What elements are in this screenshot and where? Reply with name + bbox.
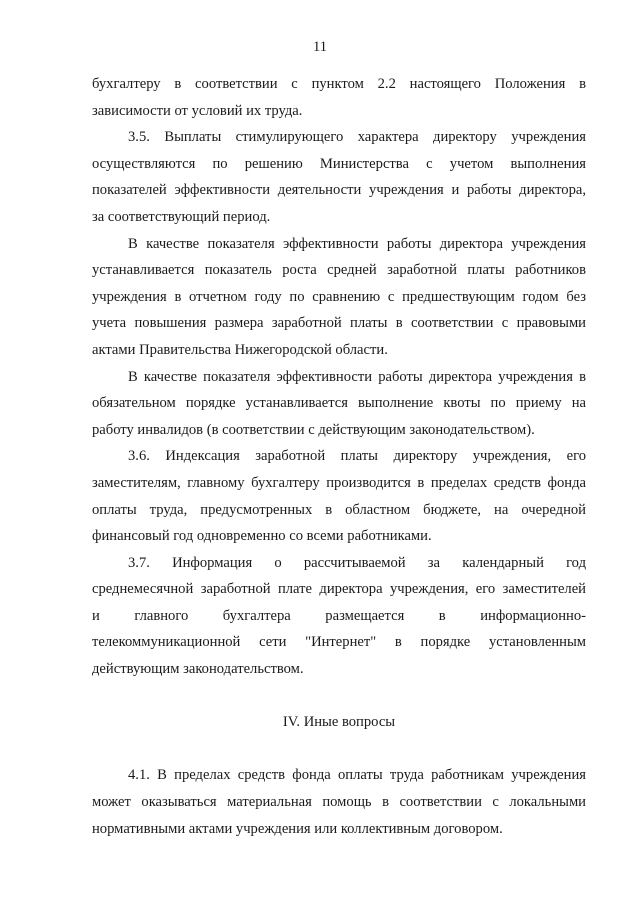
text-line: нормативными актами учреждения или коллективным договором. <box>92 820 503 837</box>
paragraph <box>92 762 586 842</box>
text-line: 3.5. Выплаты стимулирующего характера директору учреждения <box>128 129 586 146</box>
paragraph <box>92 71 586 124</box>
text-line: В качестве показателя эффективности работы директора учреждения <box>128 235 586 252</box>
text-line: действующим законодательством. <box>92 661 304 678</box>
text-line: может оказываться материальная помощь в соответствии с локальными <box>92 794 586 811</box>
text-line: 3.6. Индексация заработной платы директору учреждения, его <box>128 448 586 465</box>
spacer <box>92 736 586 763</box>
text-line: телекоммуникационной сети "Интернет" в порядке установленным <box>92 634 586 651</box>
text-line: зависимости от условий их труда. <box>92 102 303 119</box>
text-line: заместителям, главному бухгалтеру производится в пределах средств фонда <box>92 474 586 491</box>
text-line: 3.7. Информация о рассчитываемой за календарный год <box>128 554 586 571</box>
document-body <box>92 71 586 842</box>
paragraph <box>92 443 586 549</box>
text-line: и главного бухгалтера размещается в информационно- <box>92 607 586 624</box>
spacer <box>92 683 586 710</box>
paragraph <box>92 231 586 364</box>
text-line: учреждения в отчетном году по сравнению с предшествующим годом без <box>92 288 586 305</box>
text-line: В качестве показателя эффективности работы директора учреждения в <box>128 368 586 385</box>
text-line: актами Правительства Нижегородской области. <box>92 341 388 358</box>
text-line: 4.1. В пределах средств фонда оплаты труда работникам учреждения <box>128 767 586 784</box>
text-line: среднемесячной заработной плате директора учреждения, его заместителей <box>92 581 586 598</box>
text-line: за соответствующий период. <box>92 208 271 225</box>
text-line: обязательном порядке устанавливается выполнение квоты по приему на <box>92 395 586 412</box>
page-number: 11 <box>313 39 327 55</box>
text-line: показателей эффективности деятельности учреждения и работы директора, <box>92 182 586 199</box>
text-line: оплаты труда, предусмотренных в областном бюджете, на очередной <box>92 501 586 518</box>
text-line: бухгалтеру в соответствии с пунктом 2.2 настоящего Положения в <box>92 76 586 92</box>
paragraph <box>92 550 586 683</box>
text-line: финансовый год одновременно со всеми работниками. <box>92 528 432 545</box>
paragraph <box>92 364 586 444</box>
text-line: осуществляются по решению Министерства с учетом выполнения <box>92 155 586 172</box>
text-line: учета повышения размера заработной платы в соответствии с правовыми <box>92 315 586 332</box>
text-line: устанавливается показатель роста средней заработной платы работников <box>92 262 586 279</box>
text-line: работу инвалидов (в соответствии с действующим законодательством). <box>92 421 535 438</box>
section-heading: IV. Иные вопросы <box>282 714 396 731</box>
paragraph <box>92 124 586 230</box>
